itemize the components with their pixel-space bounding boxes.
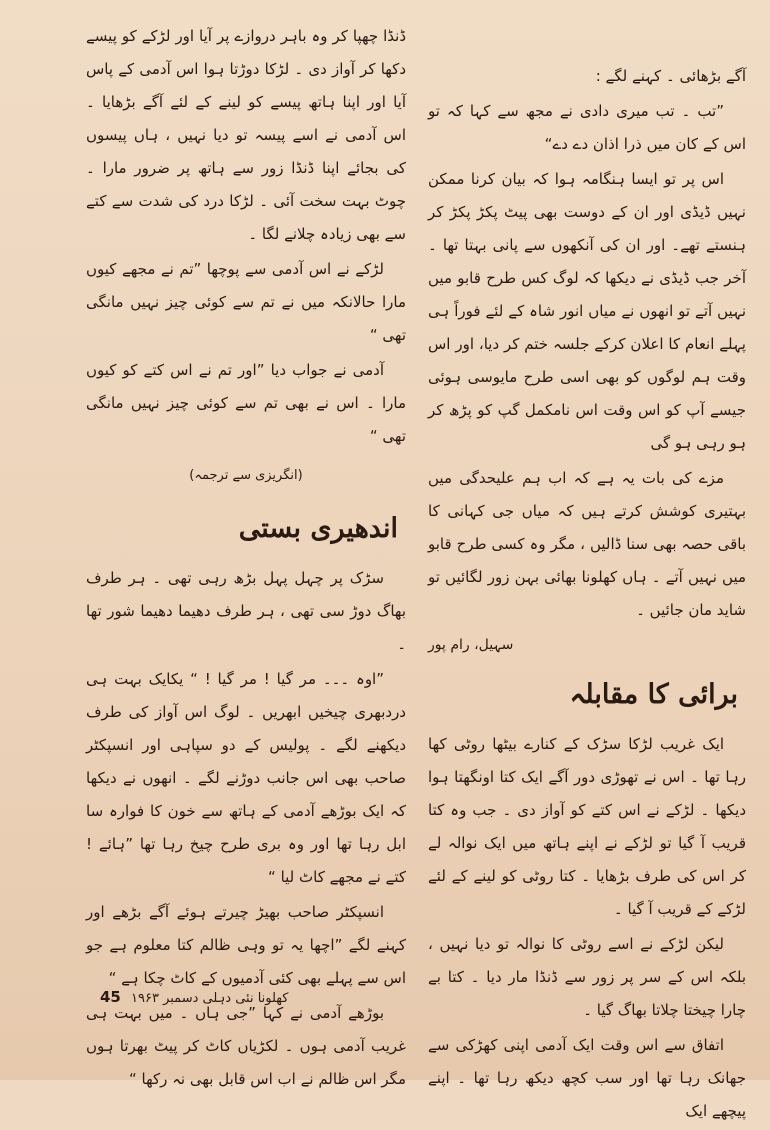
page-footer [100,988,288,1006]
section-title-andheri-basti: اندھیری بستی [238,513,398,544]
section-title-burai-ka-muqabla: برائی کا مقابلہ [569,679,738,710]
paragraph: لڑکے نے اس آدمی سے پوچھا ”تم نے مجھے کیوں مارا حالانکہ میں نے تم سے کوئی چیز نہیں مانگی تھی “ [86,260,406,344]
paragraph: ڈنڈا چھپا کر وہ باہر دروازے پر آیا اور لڑکے کو پیسے دکھا کر آواز دی ۔ لڑکا دوڑتا ہوا اس آدمی کے پاس آیا اور اپنا ہاتھ پیسے کو لینے کے لئے آگے بڑھایا ۔ اس آدمی نے اسے پیسہ تو دیا نہیں ، ہاں پیسوں کی بجائے اپنا ڈنڈا زور سے ہاتھ پر ضرور مارا ۔ چوٹ بہت سخت آئی ۔ لڑکا درد کی شدت سے کتے سے بھی زیادہ چلانے لگا ۔ [86,27,406,243]
paragraph: اتفاق سے اس وقت ایک آدمی اپنی کھڑکی سے جھانک رہا تھا اور سب کچھ دیکھ رہا تھا ۔ اپنے پیچھے ایک [428,1036,746,1120]
paragraph: انسپکٹر صاحب بھیڑ چیرتے ہوئے آگے بڑھے اور کہنے لگے ”اچھا یہ تو وہی ظالم کتا معلوم ہے جو اس سے پہلے بھی کئی آدمیوں کے کاٹ چکا ہے “ [86,903,406,987]
paragraph: ”اوہ ۔۔۔ مر گیا ! مر گیا ! “ یکایک بہت ہی دردبھری چیخیں ابھریں ۔ لوگ اس آواز کی طرف دیکھنے لگے ۔ پولیس کے دو سپاہی اور انسپکٹر صاحب بھی اس جانب دوڑنے لگے ۔ انھوں نے دیکھا کہ ایک بوڑھے آدمی کے ہاتھ سے خون کا فوارہ سا ابل رہا تھا اور وہ بری طرح چیخ رہا تھا ”ہائے ! کتے نے مجھے کاٹ لیا “ [86,670,406,886]
paragraph: آگے بڑھائی ۔ کہنے لگے : [595,67,746,85]
paragraph: مزے کی بات یہ ہے کہ اب ہم علیحدگی میں بہتیری کوشش کرتے ہیں کہ میاں جی کہانی کا باقی حصہ بھی سنا ڈالیں ، مگر وہ کسی طرح قابو میں نہیں آتے ۔ ہاں کھلونا بھائی بہن زور لگائیں تو شاید مان جائیں ۔ [428,469,746,619]
paragraph: اس پر تو ایسا ہنگامہ ہوا کہ بیان کرنا ممکن نہیں ڈیڈی اور ان کے دوست بھی پیٹ پکڑ پکڑ کر ہنستے تھے۔ اور ان کی آنکھوں سے پانی بہتا تھا ۔ آخر جب ڈیڈی نے دیکھا کہ لوگ کس طرح قابو میں نہیں آتے تو انھوں نے میاں انور شاہ کے لئے فوراً ہی پہلے انعام کا اعلان کرکے جلسہ ختم کر دیا، اور اس وقت ہم لوگوں کو بھی اسی طرح مایوسی ہوئی جیسے آپ کو اس وقت اس نامکمل گپ کو پڑھ کر ہو رہی ہو گی [428,170,746,452]
right-column [428,60,746,1130]
paragraph: ”تب ۔ تب میری دادی نے مجھ سے کہا کہ تو اس کے کان میں ذرا اذان دے دے“ [428,102,746,153]
paragraph: آدمی نے جواب دیا ”اور تم نے اس کتے کو کیوں مارا ۔ اس نے بھی تم سے کوئی چیز نہیں مانگی تھی “ [86,361,406,445]
translation-source: (انگریزی سے ترجمہ) [189,468,303,483]
magazine-name: کھلونا نئی دہلی دسمبر ۱۹۶۳ [131,991,289,1006]
paragraph: بوڑھے آدمی نے کہا ”جی ہاں ۔ میں بہت ہی غریب آدمی ہوں ۔ لکڑیاں کاٹ کر پیٹ بھرتا ہوں مگر اس ظالم نے اب اس قابل بھی نہ رکھا “ [86,1004,406,1088]
paragraph: سڑک پر چہل پہل بڑھ رہی تھی ۔ ہر طرف بھاگ دوڑ سی تھی ، ہر طرف دھیما دھیما شور تھا ۔ [86,569,406,653]
story-credit [428,629,746,662]
page-number: 45 [100,988,121,1006]
paragraph: لیکن لڑکے نے اسے روٹی کا نوالہ تو دیا نہیں ، بلکہ اس کے سر پر زور سے ڈنڈا مار دیا ۔ کتا بے چارا چیختا چلاتا بھاگ گیا ۔ [428,935,746,1019]
credit-text: سہیل، رام پور [428,637,514,653]
left-column [86,20,406,1098]
paragraph: ایک غریب لڑکا سڑک کے کنارے بیٹھا روٹی کھا رہا تھا ۔ اس نے تھوڑی دور آگے ایک کتا اونگھتا ہوا دیکھا ۔ لڑکے نے اس کتے کو آواز دی ۔ جب وہ کتا قریب آ گیا تو لڑکے نے اپنے ہاتھ میں ایک نوالہ لے کر اس کی طرف بڑھایا ۔ کتا روٹی کو لینے کے لئے لڑکے کے قریب آ گیا ۔ [428,735,746,918]
